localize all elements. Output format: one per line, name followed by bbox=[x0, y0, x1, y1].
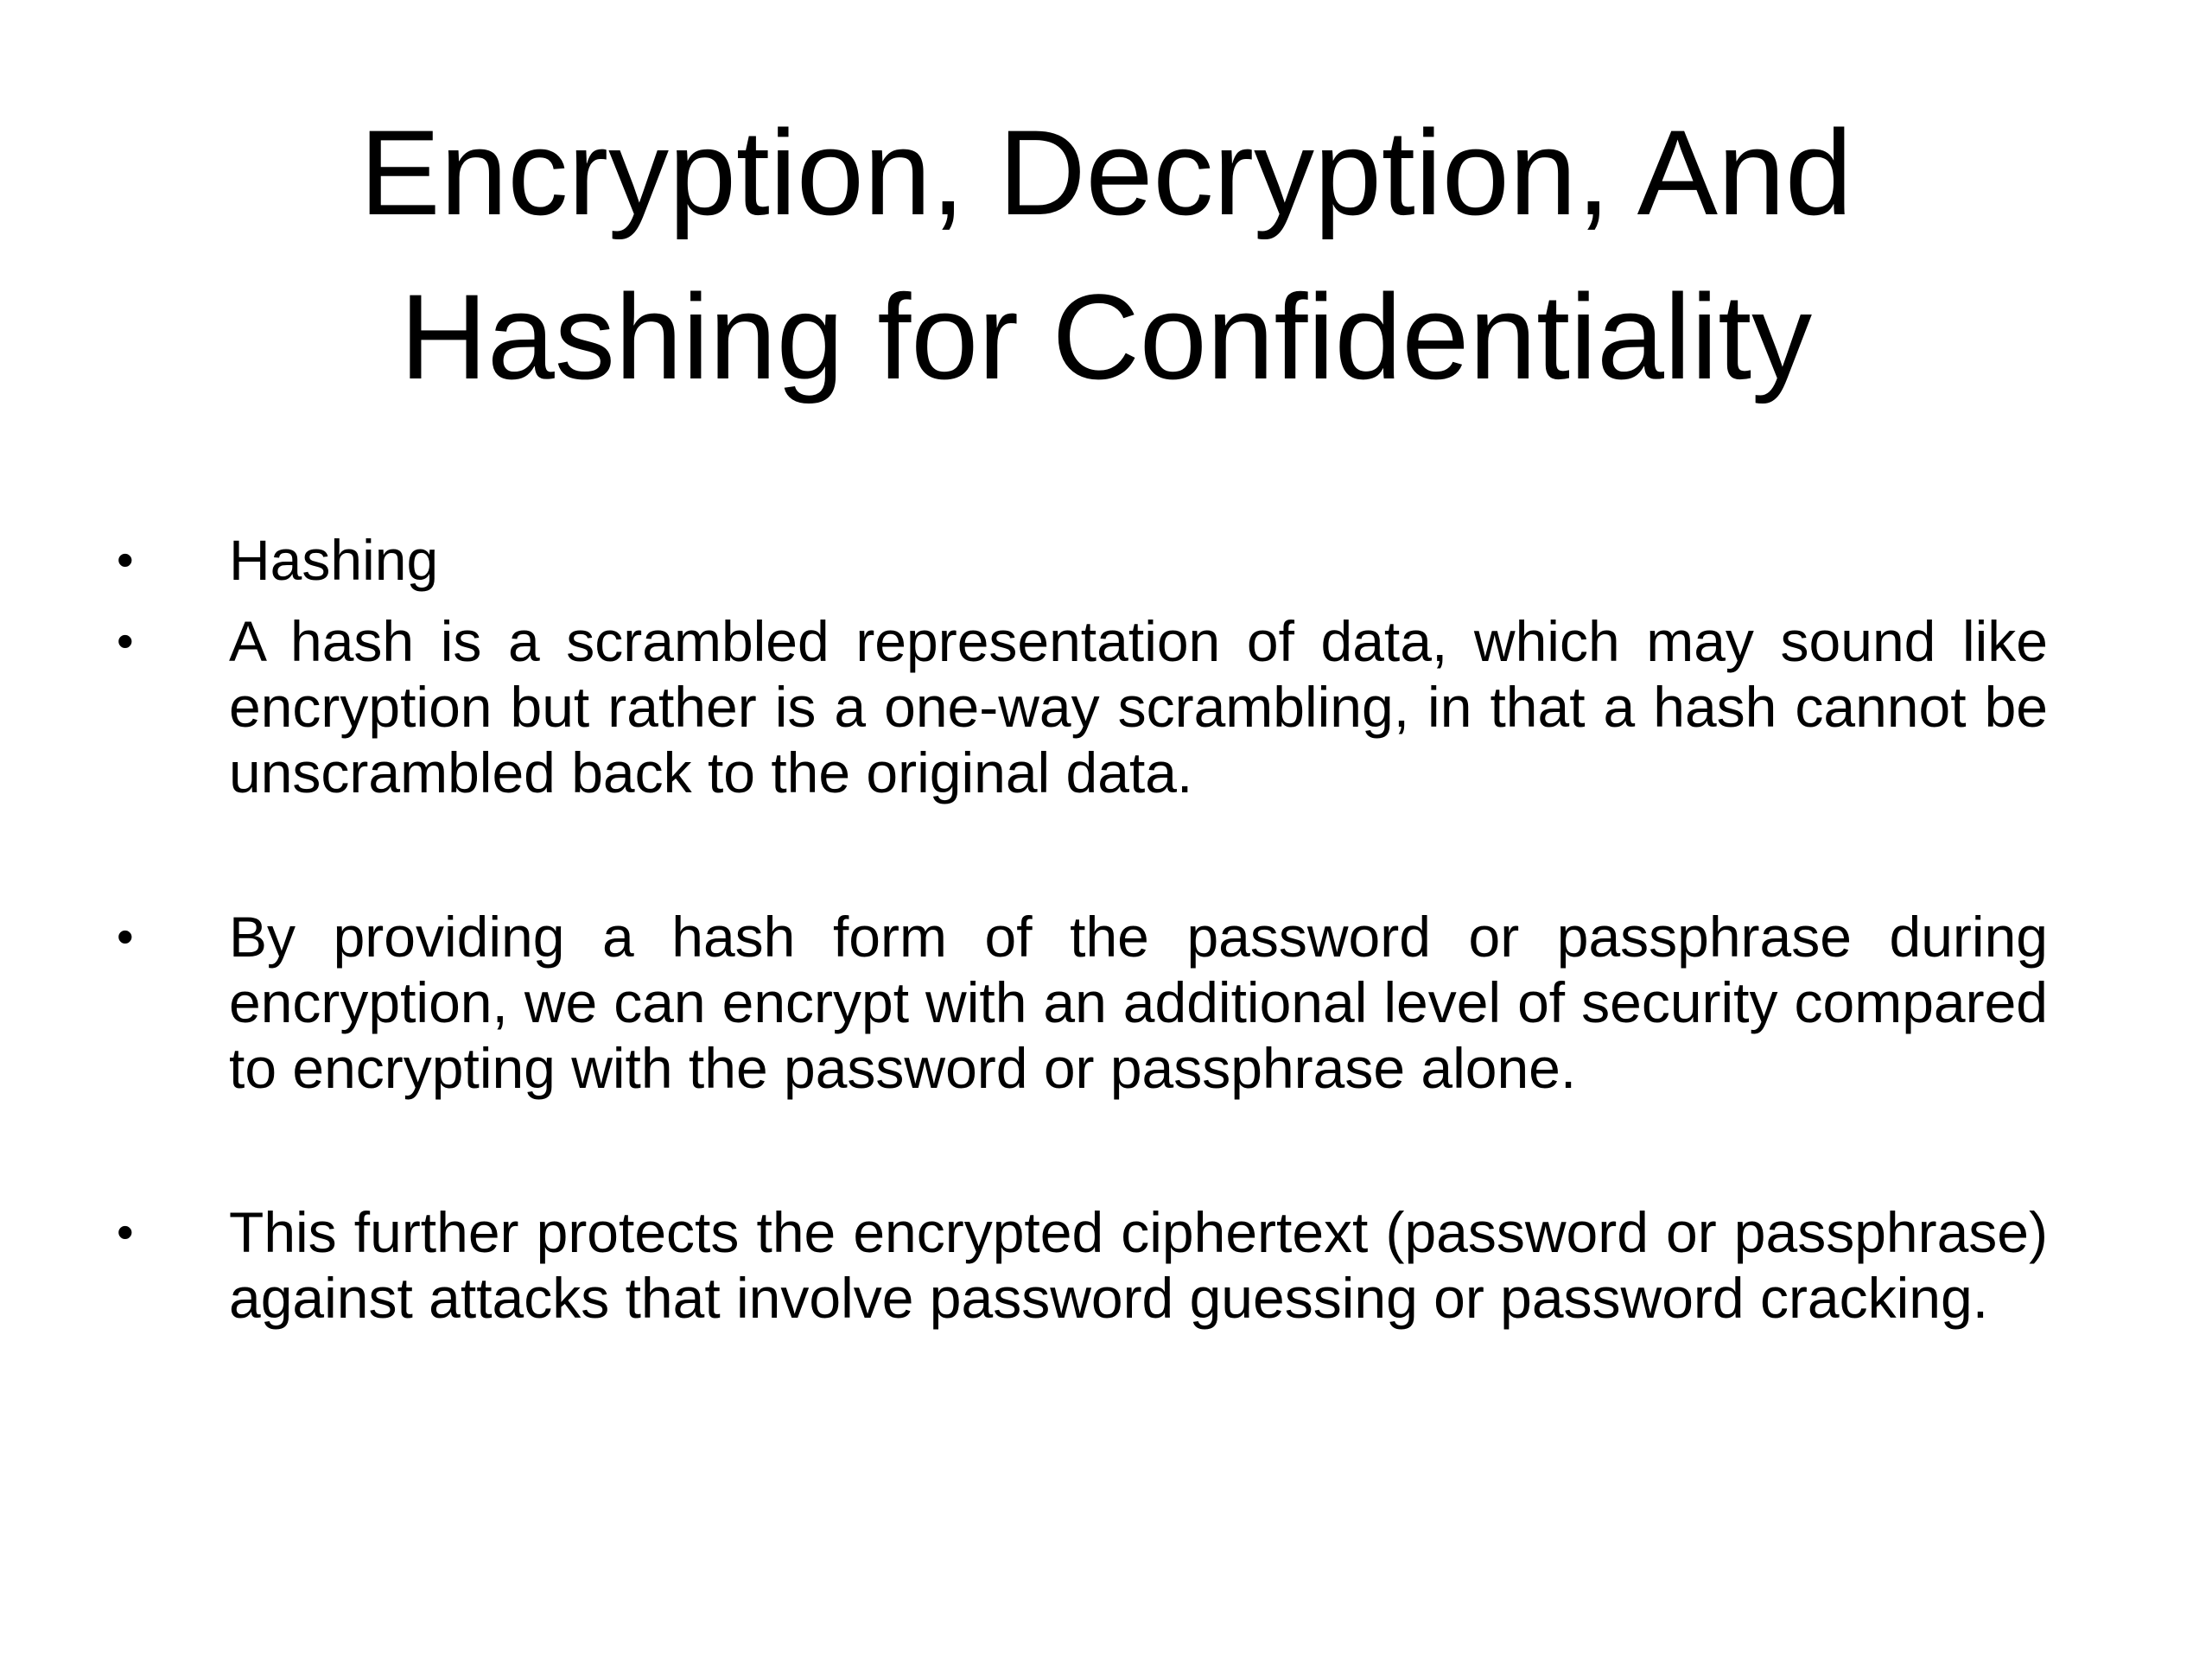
slide-title-line-1: Encryption, Decryption, And bbox=[359, 105, 1853, 240]
bullet-dot-icon: • bbox=[117, 613, 134, 668]
bullet-dot-icon: • bbox=[117, 909, 134, 963]
bullet-dot-icon: • bbox=[117, 532, 134, 587]
bullet-text-hashing: Hashing bbox=[229, 528, 439, 592]
bullet-item-hash-definition bbox=[112, 608, 2048, 805]
bullet-item-protection bbox=[112, 1199, 2048, 1331]
bullet-item-hashing bbox=[112, 527, 2048, 593]
bullet-item-hash-encryption bbox=[112, 904, 2048, 1101]
bullet-text-hash-encryption: By providing a hash form of the password or passphrase during encryption, we can encrypt with an additional level of security compared to encrypting with the password or passphrase alone. bbox=[229, 905, 2048, 1100]
bullet-dot-icon: • bbox=[117, 1205, 134, 1259]
slide-title-line-2: Hashing for Confidentiality bbox=[399, 269, 1813, 404]
slide-title bbox=[216, 91, 1996, 419]
bullet-text-hash-definition: A hash is a scrambled representation of data, which may sound like encryption but rather is a one-way scrambling, in that a hash cannot be unscrambled back to the original data. bbox=[229, 609, 2048, 804]
bullet-text-protection: This further protects the encrypted ciphertext (password or passphrase) against attacks that involve password guessing or password cracking. bbox=[229, 1200, 2048, 1330]
bullet-list bbox=[112, 527, 2048, 1331]
